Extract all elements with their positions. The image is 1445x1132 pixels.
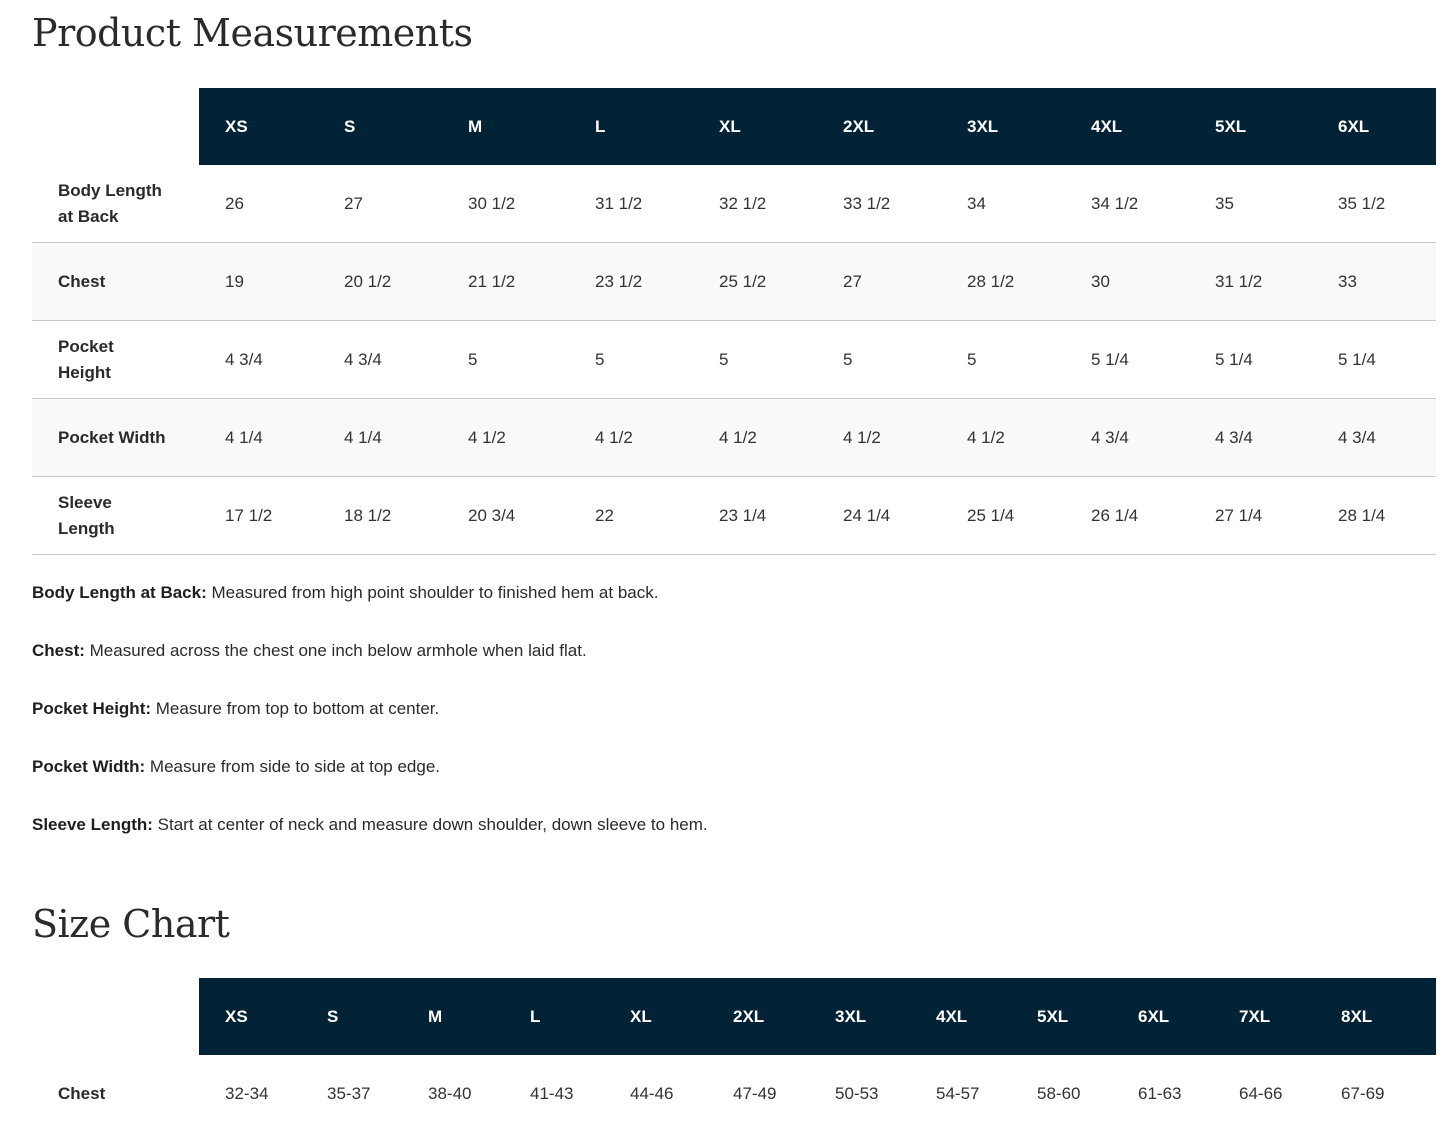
size-header: L (569, 88, 693, 165)
measurement-cell: 23 1/2 (569, 243, 693, 321)
row-label: Pocket Width (32, 399, 199, 477)
size-header: 6XL (1312, 88, 1436, 165)
measurement-cell: 32 1/2 (693, 165, 817, 243)
row-label: Body Length at Back (32, 165, 199, 243)
measurement-cell: 21 1/2 (442, 243, 569, 321)
definition-text: Start at center of neck and measure down shoulder, down sleeve to hem. (152, 815, 708, 834)
measurement-cell: 5 (693, 321, 817, 399)
row-label: Sleeve Length (32, 477, 199, 555)
size-header: S (318, 88, 442, 165)
size-header: 3XL (941, 88, 1065, 165)
definition-text: Measured from high point shoulder to finished hem at back. (206, 583, 659, 602)
definition-pocket-height (32, 699, 1232, 719)
size-header-row (32, 88, 1436, 165)
measurement-cell: 4 1/2 (693, 399, 817, 477)
product-measurements-title: Product Measurements (32, 11, 473, 55)
measurement-cell: 31 1/2 (569, 165, 693, 243)
measurement-cell: 20 3/4 (442, 477, 569, 555)
measurement-cell: 18 1/2 (318, 477, 442, 555)
size-chart-table (32, 978, 1436, 1132)
size-chart-title: Size Chart (32, 902, 230, 946)
measurement-cell: 25 1/4 (941, 477, 1065, 555)
measurement-definitions (32, 583, 1232, 873)
measurement-cell: 5 1/4 (1065, 321, 1189, 399)
size-range-cell: 32-34 (225, 1083, 269, 1103)
measurement-cell: 4 3/4 (318, 321, 442, 399)
measurement-cell: 31 1/2 (1189, 243, 1312, 321)
definition-term: Pocket Height: (32, 699, 152, 718)
measurement-cell: 19 (199, 243, 318, 321)
table-row (32, 477, 1436, 555)
definition-term: Chest: (32, 641, 85, 660)
size-range-cell: 38-40 (428, 1083, 472, 1103)
size-range-cell: 47-49 (733, 1083, 777, 1103)
measurement-cell: 5 (817, 321, 941, 399)
definition-text: Measured across the chest one inch below armhole when laid flat. (84, 641, 587, 660)
measurement-cell: 5 (941, 321, 1065, 399)
row-label: Pocket Height (32, 321, 199, 399)
size-range-cell: 67-69 (1341, 1083, 1385, 1103)
measurement-cell: 23 1/4 (693, 477, 817, 555)
size-range-cell: 54-57 (936, 1083, 980, 1103)
definition-text: Measure from side to side at top edge. (145, 757, 441, 776)
definition-sleeve-length (32, 815, 1232, 835)
size-header: 8XL (1315, 978, 1436, 1055)
size-header: XS (199, 88, 318, 165)
size-header: 5XL (1011, 978, 1112, 1055)
size-header: XS (199, 978, 301, 1055)
size-header: 2XL (817, 88, 941, 165)
measurement-cell: 4 1/2 (941, 399, 1065, 477)
definition-text: Measure from top to bottom at center. (151, 699, 440, 718)
header-corner (32, 978, 199, 1055)
measurement-cell: 4 1/4 (318, 399, 442, 477)
measurement-cell: 22 (569, 477, 693, 555)
size-range-cell: 44-46 (630, 1083, 674, 1103)
table-row (32, 165, 1436, 243)
measurement-cell: 5 1/4 (1189, 321, 1312, 399)
table-row (32, 1055, 1436, 1132)
table-row (32, 399, 1436, 477)
measurement-cell: 26 (199, 165, 318, 243)
size-header: 4XL (1065, 88, 1189, 165)
measurement-cell: 4 1/4 (199, 399, 318, 477)
size-header: 6XL (1112, 978, 1213, 1055)
size-header: XL (693, 88, 817, 165)
measurement-cell: 4 3/4 (1065, 399, 1189, 477)
measurement-cell: 26 1/4 (1065, 477, 1189, 555)
size-range-cell: 64-66 (1239, 1083, 1283, 1103)
measurement-cell: 24 1/4 (817, 477, 941, 555)
size-range-cell: 61-63 (1138, 1083, 1182, 1103)
measurement-cell: 34 1/2 (1065, 165, 1189, 243)
header-corner (32, 88, 199, 165)
table-row (32, 243, 1436, 321)
definition-term: Body Length at Back: (32, 583, 207, 602)
measurement-cell: 4 1/2 (569, 399, 693, 477)
definition-body-length (32, 583, 1232, 603)
row-label: Chest (58, 1083, 106, 1103)
measurement-cell: 27 (318, 165, 442, 243)
size-range-cell: 58-60 (1037, 1083, 1081, 1103)
measurement-cell: 4 3/4 (1312, 399, 1436, 477)
measurement-cell: 20 1/2 (318, 243, 442, 321)
definition-term: Pocket Width: (32, 757, 146, 776)
size-header: 7XL (1213, 978, 1315, 1055)
measurement-cell: 35 (1189, 165, 1312, 243)
definition-term: Sleeve Length: (32, 815, 153, 834)
size-range-cell: 50-53 (835, 1083, 879, 1103)
size-header: S (301, 978, 402, 1055)
product-measurements-table (32, 88, 1436, 555)
measurement-cell: 33 1/2 (817, 165, 941, 243)
size-header-row (32, 978, 1436, 1055)
size-header: M (402, 978, 504, 1055)
size-range-cell: 35-37 (327, 1083, 371, 1103)
measurement-cell: 27 (817, 243, 941, 321)
size-header: L (504, 978, 604, 1055)
size-header: M (442, 88, 569, 165)
measurement-cell: 27 1/4 (1189, 477, 1312, 555)
measurement-cell: 5 (569, 321, 693, 399)
measurement-cell: 25 1/2 (693, 243, 817, 321)
measurement-cell: 34 (941, 165, 1065, 243)
row-label: Chest (32, 243, 199, 321)
measurement-cell: 17 1/2 (199, 477, 318, 555)
size-header: 4XL (910, 978, 1011, 1055)
definition-pocket-width (32, 757, 1232, 777)
measurement-cell: 5 (442, 321, 569, 399)
size-range-cell: 41-43 (530, 1083, 574, 1103)
table-row (32, 321, 1436, 399)
measurement-cell: 33 (1312, 243, 1436, 321)
measurement-cell: 4 1/2 (817, 399, 941, 477)
measurement-cell: 30 (1065, 243, 1189, 321)
measurement-cell: 5 1/4 (1312, 321, 1436, 399)
measurement-cell: 4 3/4 (1189, 399, 1312, 477)
size-header: 3XL (809, 978, 910, 1055)
measurement-cell: 4 3/4 (199, 321, 318, 399)
measurement-cell: 28 1/4 (1312, 477, 1436, 555)
size-header: 2XL (707, 978, 809, 1055)
measurement-cell: 35 1/2 (1312, 165, 1436, 243)
measurement-cell: 4 1/2 (442, 399, 569, 477)
measurement-cell: 30 1/2 (442, 165, 569, 243)
size-header: XL (604, 978, 707, 1055)
measurement-cell: 28 1/2 (941, 243, 1065, 321)
definition-chest (32, 641, 1232, 661)
size-header: 5XL (1189, 88, 1312, 165)
